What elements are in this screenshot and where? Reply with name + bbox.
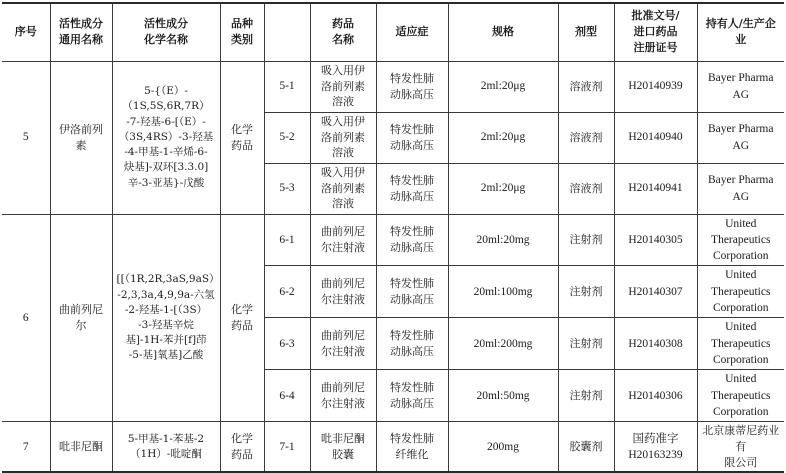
table-row xyxy=(2,422,784,472)
spec-cell: 20ml:50mg xyxy=(448,370,558,422)
form-cell: 注射剂 xyxy=(558,318,614,370)
indication-cell: 特发性肺 动脉高压 xyxy=(376,266,448,318)
header-form: 剂型 xyxy=(558,3,614,61)
category-cell: 化学 药品 xyxy=(220,61,264,214)
spec-cell: 20ml:20mg xyxy=(448,214,558,266)
category-cell: 化学 药品 xyxy=(220,422,264,472)
form-cell: 注射剂 xyxy=(558,370,614,422)
approval-cell: H20140939 xyxy=(614,61,697,112)
chemical-name-cell: [[（1R,2R,3aS,9aS） -2,3,3a,4,9,9a-六氢 -2-羟基-1-[（3S） -3-羟基辛烷 基]-1H-苯并[f]茚 -5-基]氧基]乙酸 xyxy=(112,214,220,422)
approval-cell: H20140306 xyxy=(614,370,697,422)
approval-cell: H20140308 xyxy=(614,318,697,370)
code-cell: 6-2 xyxy=(264,266,310,318)
holder-cell: United Therapeutics Corporation xyxy=(697,370,784,422)
header-spec: 规格 xyxy=(448,3,558,61)
drug-name-cell: 吸入用伊 洛前列素 溶液 xyxy=(310,112,376,163)
approval-cell: H20140941 xyxy=(614,163,697,214)
spec-cell: 2ml:20μg xyxy=(448,61,558,112)
spec-cell: 200mg xyxy=(448,422,558,472)
holder-cell: United Therapeutics Corporation xyxy=(697,266,784,318)
header-approval: 批准文号/ 进口药品 注册证号 xyxy=(614,3,697,61)
table-header-row xyxy=(2,3,784,61)
approval-cell: H20140940 xyxy=(614,112,697,163)
indication-cell: 特发性肺 纤维化 xyxy=(376,422,448,472)
code-cell: 5-2 xyxy=(264,112,310,163)
holder-cell: 北京康蒂尼药业有 限公司 xyxy=(697,422,784,472)
drug-name-cell: 吡非尼酮 胶囊 xyxy=(310,422,376,472)
holder-cell: Bayer Pharma AG xyxy=(697,163,784,214)
code-cell: 6-4 xyxy=(264,370,310,422)
holder-cell: United Therapeutics Corporation xyxy=(697,318,784,370)
indication-cell: 特发性肺 动脉高压 xyxy=(376,61,448,112)
code-cell: 5-3 xyxy=(264,163,310,214)
header-seq: 序号 xyxy=(2,3,50,61)
header-holder: 持有人/生产企业 xyxy=(697,3,784,61)
indication-cell: 特发性肺 动脉高压 xyxy=(376,163,448,214)
spec-cell: 20ml:200mg xyxy=(448,318,558,370)
header-category: 品种 类别 xyxy=(220,3,264,61)
seq-cell: 6 xyxy=(2,214,50,422)
approval-cell: H20140307 xyxy=(614,266,697,318)
code-cell: 7-1 xyxy=(264,422,310,472)
drug-name-cell: 曲前列尼 尔注射液 xyxy=(310,318,376,370)
spec-cell: 2ml:20μg xyxy=(448,112,558,163)
common-name-cell: 曲前列尼 尔 xyxy=(50,214,112,422)
code-cell: 6-3 xyxy=(264,318,310,370)
common-name-cell: 伊洛前列 素 xyxy=(50,61,112,214)
drug-name-cell: 曲前列尼 尔注射液 xyxy=(310,266,376,318)
drug-name-cell: 吸入用伊 洛前列素 溶液 xyxy=(310,61,376,112)
drug-registration-table xyxy=(2,2,784,473)
spec-cell: 20ml:100mg xyxy=(448,266,558,318)
code-cell: 5-1 xyxy=(264,61,310,112)
seq-cell: 7 xyxy=(2,422,50,472)
code-cell: 6-1 xyxy=(264,214,310,266)
header-drug-name: 药品 名称 xyxy=(310,3,376,61)
table-row xyxy=(2,214,784,266)
indication-cell: 特发性肺 动脉高压 xyxy=(376,370,448,422)
indication-cell: 特发性肺 动脉高压 xyxy=(376,112,448,163)
holder-cell: Bayer Pharma AG xyxy=(697,61,784,112)
seq-cell: 5 xyxy=(2,61,50,214)
chemical-name-cell: 5-{（E）- （1S,5S,6R,7R） -7-羟基-6-[（E）- （3S,4RS）-3-羟基 -4-甲基-1-辛烯-6- 炔基]-双环[3.3.0] 辛-3-亚基}-戊酸 xyxy=(112,61,220,214)
header-common-name: 活性成分 通用名称 xyxy=(50,3,112,61)
form-cell: 溶液剂 xyxy=(558,61,614,112)
chemical-name-cell: 5-甲基-1-苯基-2 （1H）-吡啶酮 xyxy=(112,422,220,472)
form-cell: 胶囊剂 xyxy=(558,422,614,472)
header-chemical-name: 活性成分 化学名称 xyxy=(112,3,220,61)
indication-cell: 特发性肺 动脉高压 xyxy=(376,318,448,370)
common-name-cell: 吡非尼酮 xyxy=(50,422,112,472)
form-cell: 注射剂 xyxy=(558,266,614,318)
spec-cell: 2ml:20μg xyxy=(448,163,558,214)
category-cell: 化学 药品 xyxy=(220,214,264,422)
approval-cell: 国药准字 H20163239 xyxy=(614,422,697,472)
form-cell: 溶液剂 xyxy=(558,112,614,163)
table-row xyxy=(2,61,784,112)
form-cell: 注射剂 xyxy=(558,214,614,266)
header-indication: 适应症 xyxy=(376,3,448,61)
approval-cell: H20140305 xyxy=(614,214,697,266)
holder-cell: Bayer Pharma AG xyxy=(697,112,784,163)
indication-cell: 特发性肺 动脉高压 xyxy=(376,214,448,266)
drug-name-cell: 曲前列尼 尔注射液 xyxy=(310,370,376,422)
drug-name-cell: 曲前列尼 尔注射液 xyxy=(310,214,376,266)
drug-name-cell: 吸入用伊 洛前列素 溶液 xyxy=(310,163,376,214)
form-cell: 溶液剂 xyxy=(558,163,614,214)
header-code xyxy=(264,3,310,61)
holder-cell: United Therapeutics Corporation xyxy=(697,214,784,266)
